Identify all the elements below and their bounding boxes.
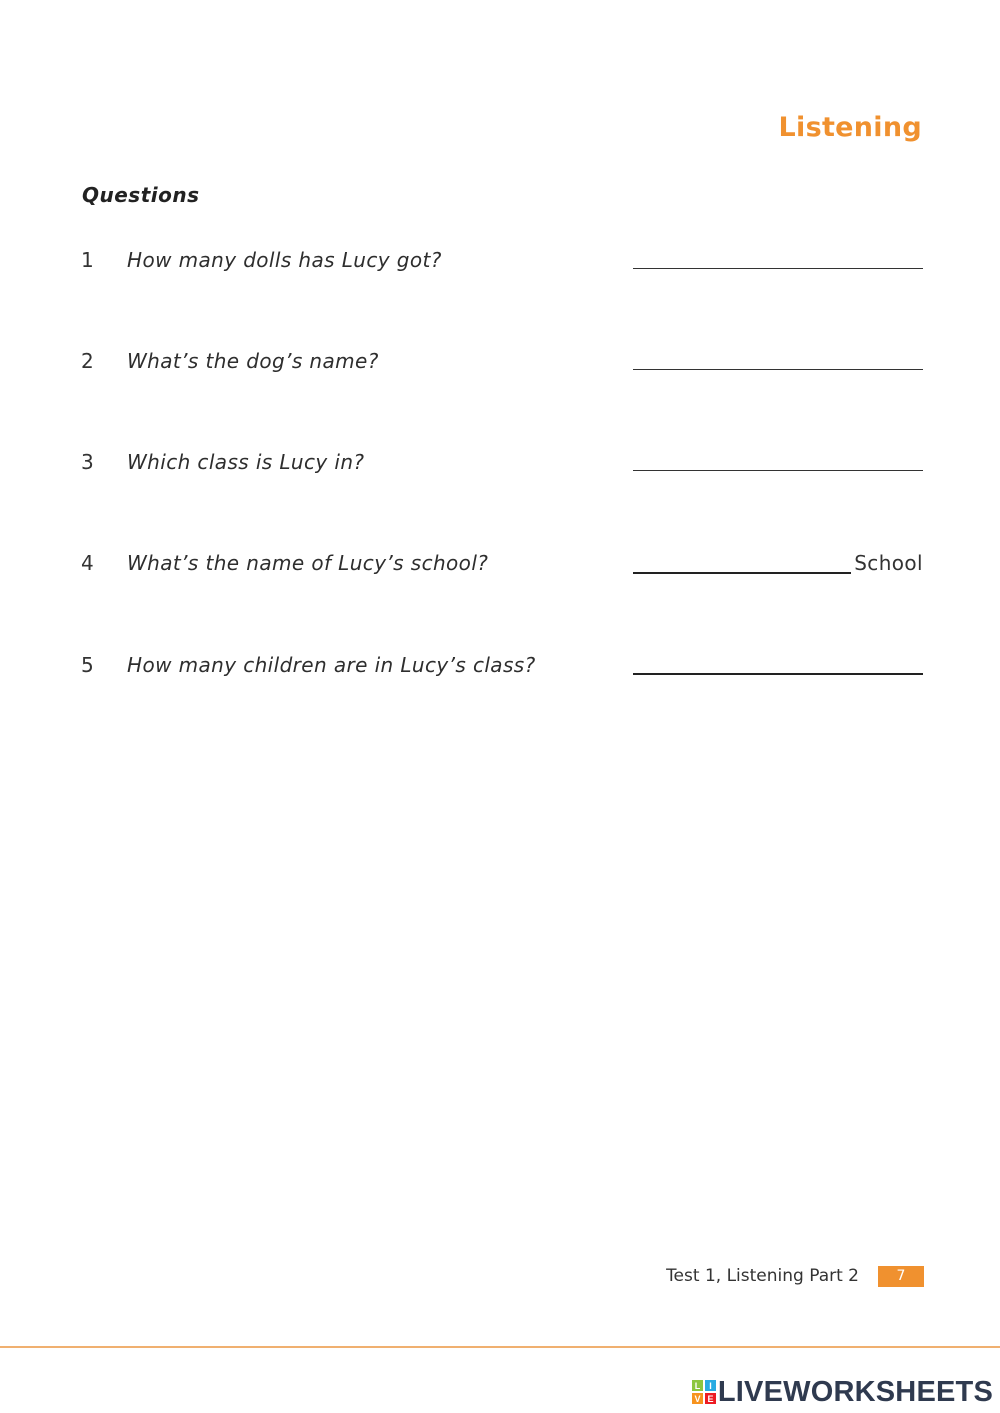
footer-caption: Test 1, Listening Part 2 — [666, 1266, 859, 1286]
brand[interactable] — [692, 1375, 993, 1409]
answer-field-1[interactable] — [633, 268, 923, 269]
brand-name: LIVEWORKSHEETS — [717, 1375, 993, 1408]
question-row — [0, 248, 1000, 288]
question-row — [0, 653, 1000, 693]
answer-field-2[interactable] — [633, 369, 923, 370]
svg-text:V: V — [694, 1394, 701, 1404]
questions-heading: Questions — [82, 183, 200, 207]
question-text: What’s the name of Lucy’s school? — [127, 551, 489, 575]
answer-field-3[interactable] — [633, 470, 923, 471]
question-number: 2 — [81, 349, 94, 373]
section-title: Listening — [778, 112, 922, 143]
question-number: 1 — [81, 248, 94, 272]
question-text: How many children are in Lucy’s class? — [127, 653, 536, 677]
answer-field-4[interactable] — [633, 572, 851, 574]
question-text: What’s the dog’s name? — [127, 349, 379, 373]
page-number: 7 — [878, 1266, 924, 1287]
answer-field-5[interactable] — [633, 673, 923, 675]
answer-suffix: School — [854, 551, 923, 575]
liveworksheets-logo-icon — [692, 1380, 716, 1404]
question-number: 4 — [81, 551, 94, 575]
question-text: Which class is Lucy in? — [127, 450, 365, 474]
svg-text:L: L — [694, 1381, 701, 1391]
question-row — [0, 349, 1000, 389]
svg-text:I: I — [709, 1381, 712, 1391]
question-number: 5 — [81, 653, 94, 677]
question-text: How many dolls has Lucy got? — [127, 248, 442, 272]
question-row — [0, 551, 1000, 591]
svg-text:E: E — [707, 1394, 714, 1404]
question-number: 3 — [81, 450, 94, 474]
footer-divider — [0, 1346, 1000, 1348]
question-row — [0, 450, 1000, 490]
